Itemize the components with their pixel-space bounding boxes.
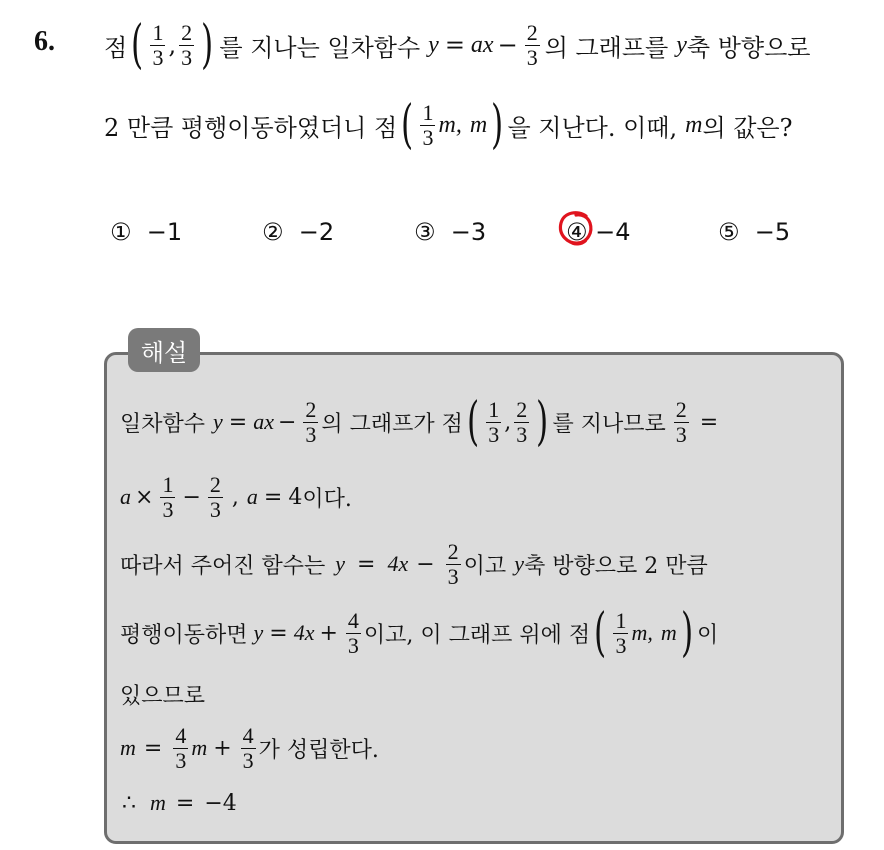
text: 축 방향으로	[686, 33, 811, 62]
right-paren: )	[536, 392, 549, 452]
times: ×	[135, 484, 154, 510]
equals: =	[444, 31, 465, 59]
equals: =	[357, 551, 376, 577]
text: 의 그래프가 점	[321, 411, 463, 437]
var-y: y	[253, 620, 264, 645]
fraction: $\frac{2}{3}$	[305, 397, 317, 447]
text: 를 지나므로	[552, 411, 666, 437]
fraction: $\frac{1}{3}$	[488, 397, 500, 447]
fraction: $\frac{2}{3}$	[447, 539, 459, 589]
fraction: $\frac{2}{3}$	[209, 472, 221, 522]
text: 2 만큼 평행이동하였더니 점	[104, 113, 398, 142]
text: 있으므로	[120, 683, 206, 709]
comma: ,	[231, 484, 239, 510]
expr: ax	[470, 31, 494, 58]
text: 일차함수	[120, 411, 206, 437]
var-m: m	[150, 790, 166, 815]
problem-line-1	[104, 14, 810, 76]
fraction: $\frac{1}{3}$	[152, 20, 164, 70]
choice-1[interactable]: ① −1	[110, 218, 183, 246]
problem-number: 6.	[34, 26, 55, 57]
solution-tag: 해설	[128, 328, 200, 372]
solution-line-6	[120, 718, 379, 778]
var-m: m	[660, 620, 677, 645]
text: 이고	[463, 553, 507, 579]
plus: +	[213, 735, 232, 761]
choice-2[interactable]: ② −2	[262, 218, 335, 246]
fraction: $\frac{1}{3}$	[162, 472, 174, 522]
expr: 4x	[293, 620, 315, 645]
text: 이	[697, 622, 719, 648]
text: 따라서 주어진 함수는	[120, 553, 326, 579]
solution-line-5	[120, 676, 205, 712]
value: 4	[288, 484, 303, 510]
left-paren: (	[466, 392, 480, 452]
solution-line-4	[120, 602, 718, 664]
var-m: m	[685, 111, 703, 138]
var-m: m	[191, 735, 208, 760]
var-m: m,	[631, 620, 653, 645]
var-y: y	[514, 551, 524, 576]
minus: −	[416, 551, 435, 577]
fraction: $\frac{2}{3}$	[516, 397, 528, 447]
equals: =	[143, 735, 163, 761]
right-paren: )	[201, 15, 214, 75]
minus: −	[497, 31, 518, 59]
therefore-symbol: ∴	[122, 790, 136, 816]
equals: =	[263, 484, 283, 510]
right-paren: )	[491, 95, 504, 155]
text: 평행이동하면	[120, 622, 248, 648]
value: −4	[204, 790, 237, 816]
equals: =	[699, 409, 719, 435]
fraction: $\frac{2}{3}$	[675, 397, 687, 447]
problem-line-2	[104, 94, 793, 156]
fraction: $\frac{4}{3}$	[175, 723, 187, 773]
right-paren: )	[680, 603, 693, 663]
expr: ax	[253, 409, 274, 434]
minus: −	[182, 484, 201, 510]
choice-4[interactable]: ④ −4	[566, 218, 631, 246]
answer-circle-mark	[556, 208, 596, 248]
text: 점	[104, 33, 128, 62]
text: 을 지난다. 이때,	[507, 113, 678, 142]
text: 축 방향으로 2 만큼	[523, 553, 708, 579]
text: 를 지나는 일차함수	[219, 33, 421, 62]
text: 의 값은?	[702, 113, 793, 142]
solution-line-1	[120, 392, 718, 452]
fraction: $\frac{4}{3}$	[242, 723, 254, 773]
var-y: y	[428, 31, 439, 58]
solution-line-3	[120, 534, 708, 594]
var-y: y	[213, 409, 223, 434]
choice-3[interactable]: ③ −3	[414, 218, 487, 246]
minus: −	[277, 409, 297, 435]
text: 이고, 이 그래프 위에 점	[363, 622, 591, 648]
var-y: y	[676, 31, 687, 58]
plus: +	[319, 620, 338, 646]
fraction: $\frac{2}{3}$	[526, 20, 538, 70]
fraction: $\frac{4}{3}$	[347, 608, 359, 658]
var-m: m	[469, 111, 488, 138]
text: 가 성립한다.	[258, 737, 379, 763]
left-paren: (	[131, 15, 144, 75]
var-a: a	[246, 484, 258, 509]
left-paren: (	[594, 603, 607, 663]
text: 의 그래프를	[544, 33, 669, 62]
fraction: $\frac{2}{3}$	[181, 20, 193, 70]
equals: =	[175, 790, 195, 816]
fraction: $\frac{1}{3}$	[615, 608, 627, 658]
comma: ,	[168, 31, 177, 59]
var-y: y	[335, 551, 346, 576]
expr: 4x	[387, 551, 409, 576]
solution-line-7	[122, 786, 237, 820]
var-m: m	[120, 735, 136, 760]
choice-5[interactable]: ⑤ −5	[718, 218, 791, 246]
equals: =	[269, 620, 288, 646]
solution-line-2	[120, 468, 352, 526]
fraction: $\frac{1}{3}$	[422, 100, 434, 150]
equals: =	[228, 409, 248, 435]
comma: ,	[504, 409, 512, 435]
var-m: m,	[438, 111, 462, 138]
var-a: a	[120, 484, 131, 509]
left-paren: (	[401, 95, 414, 155]
text: 이다.	[302, 486, 352, 512]
